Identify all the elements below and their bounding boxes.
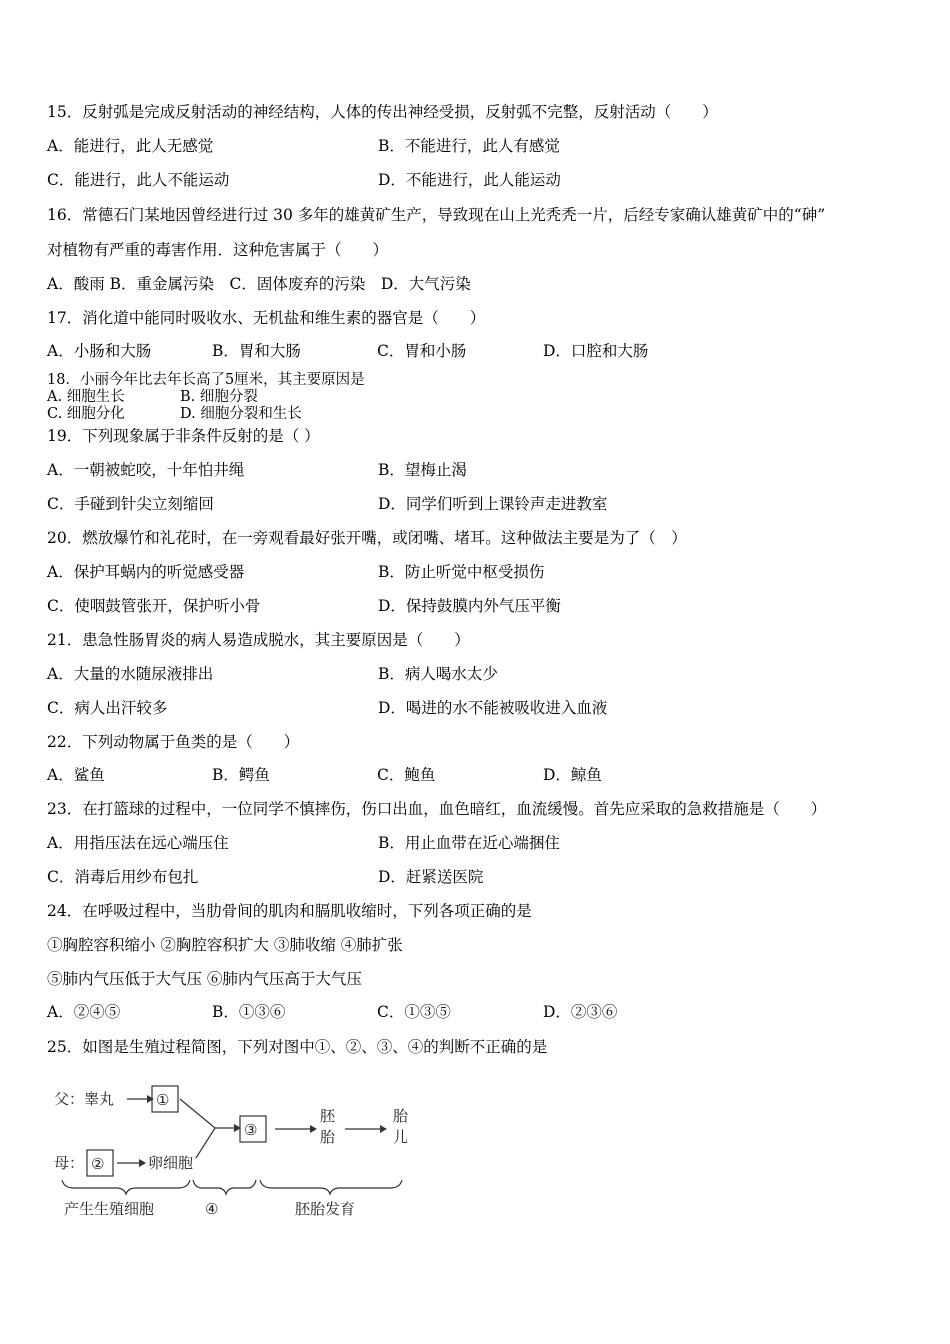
q17-option-b[interactable]: B．胃和大肠 bbox=[212, 342, 301, 360]
embryo-label-2: 胎 bbox=[320, 1128, 336, 1146]
q21-stem: 21．患急性肠胃炎的病人易造成脱水，其主要原因是（ ） bbox=[47, 631, 470, 649]
q24-stem: 24．在呼吸过程中，当肋骨间的肌肉和膈肌收缩时，下列各项正确的是 bbox=[47, 902, 532, 920]
q15-option-a[interactable]: A．能进行，此人无感觉 bbox=[47, 137, 214, 155]
label-4: ④ bbox=[205, 1200, 219, 1218]
q21-option-d[interactable]: D．喝进的水不能被吸收进入血液 bbox=[378, 699, 608, 717]
arrowhead bbox=[147, 1095, 154, 1103]
q18-option-b[interactable]: B. 细胞分裂 bbox=[180, 389, 258, 405]
q18-option-c[interactable]: C. 细胞分化 bbox=[47, 406, 125, 422]
q21-option-b[interactable]: B．病人喝水太少 bbox=[378, 665, 498, 683]
q20-option-a[interactable]: A．保护耳蜗内的听觉感受器 bbox=[47, 563, 245, 581]
fetus-label-1: 胎 bbox=[393, 1107, 409, 1125]
arrowhead bbox=[310, 1125, 317, 1133]
q19-option-b[interactable]: B．望梅止渴 bbox=[378, 461, 467, 479]
q23-stem: 23．在打篮球的过程中，一位同学不慎摔伤，伤口出血，血色暗红，血流缓慢。首先应采取的急救措施是（ ） bbox=[47, 800, 827, 818]
q23-option-d[interactable]: D．赶紧送医院 bbox=[378, 868, 484, 886]
q24-option-c[interactable]: C．①③⑤ bbox=[377, 1003, 451, 1021]
q17-option-c[interactable]: C．胃和小肠 bbox=[377, 342, 467, 360]
box-2-label: ② bbox=[91, 1155, 105, 1173]
q22-option-b[interactable]: B．鳄鱼 bbox=[212, 766, 270, 784]
arrowhead bbox=[380, 1125, 387, 1133]
q16-stem-line1: 16．常德石门某地因曾经进行过 30 多年的雄黄矿生产，导致现在山上光秃秃一片，后经专家确认雄黄矿中的“砷” bbox=[47, 206, 826, 224]
q17-stem: 17．消化道中能同时吸收水、无机盐和维生素的器官是（ ） bbox=[47, 309, 486, 327]
q20-stem: 20．燃放爆竹和礼花时，在一旁观看最好张开嘴，或闭嘴、堵耳。这种做法主要是为了（ ） bbox=[47, 529, 687, 547]
embryo-label-1: 胚 bbox=[320, 1107, 336, 1125]
q25-stem: 25．如图是生殖过程简图，下列对图中①、②、③、④的判断不正确的是 bbox=[47, 1038, 548, 1056]
q18-option-a[interactable]: A. 细胞生长 bbox=[47, 389, 125, 405]
q18-option-d[interactable]: D. 细胞分裂和生长 bbox=[180, 406, 302, 422]
reproduction-diagram bbox=[50, 1080, 420, 1225]
q23-option-a[interactable]: A．用指压法在远心端压住 bbox=[47, 834, 229, 852]
q23-option-b[interactable]: B．用止血带在近心端捆住 bbox=[378, 834, 560, 852]
q15-option-b[interactable]: B．不能进行，此人有感觉 bbox=[378, 137, 560, 155]
bracket-4 bbox=[193, 1180, 256, 1194]
q15-option-d[interactable]: D．不能进行，此人能运动 bbox=[378, 171, 561, 189]
q15-stem: 15．反射弧是完成反射活动的神经结构，人体的传出神经受损，反射弧不完整，反射活动（ ） bbox=[47, 103, 718, 121]
gamete-production-label: 产生生殖细胞 bbox=[64, 1200, 155, 1218]
q20-option-d[interactable]: D．保持鼓膜内外气压平衡 bbox=[378, 597, 561, 615]
q22-option-c[interactable]: C．鲍鱼 bbox=[377, 766, 436, 784]
q17-option-d[interactable]: D．口腔和大肠 bbox=[543, 342, 649, 360]
q15-option-c[interactable]: C．能进行，此人不能运动 bbox=[47, 171, 230, 189]
box-1-label: ① bbox=[156, 1091, 170, 1109]
q16-stem-line2: 对植物有严重的毒害作用．这种危害属于（ ） bbox=[47, 241, 389, 259]
q24-statements-line1: ①胸腔容积缩小 ②胸腔容积扩大 ③肺收缩 ④肺扩张 bbox=[47, 936, 403, 954]
bracket-development bbox=[260, 1180, 402, 1194]
egg-cell-label: 卵细胞 bbox=[148, 1154, 194, 1172]
q19-option-c[interactable]: C．手碰到针尖立刻缩回 bbox=[47, 495, 214, 513]
q22-stem: 22．下列动物属于鱼类的是（ ） bbox=[47, 733, 300, 751]
q24-option-b[interactable]: B．①③⑥ bbox=[212, 1003, 286, 1021]
q22-option-d[interactable]: D．鲸鱼 bbox=[543, 766, 602, 784]
q20-option-c[interactable]: C．使咽鼓管张开，保护听小骨 bbox=[47, 597, 261, 615]
q24-option-a[interactable]: A．②④⑤ bbox=[47, 1003, 121, 1021]
q19-stem: 19．下列现象属于非条件反射的是（ ） bbox=[47, 427, 320, 445]
line-egg-merge bbox=[196, 1128, 215, 1158]
arrowhead bbox=[139, 1159, 146, 1167]
q18-stem: 18．小丽今年比去年长高了5厘米，其主要原因是 bbox=[47, 372, 365, 388]
q19-option-a[interactable]: A．一朝被蛇咬，十年怕井绳 bbox=[47, 461, 245, 479]
q17-option-a[interactable]: A．小肠和大肠 bbox=[47, 342, 152, 360]
mother-label: 母： bbox=[54, 1154, 85, 1172]
father-label: 父：睾丸 bbox=[54, 1090, 115, 1108]
bracket-gamete bbox=[62, 1180, 190, 1194]
q23-option-c[interactable]: C．消毒后用纱布包扎 bbox=[47, 868, 199, 886]
box-3-label: ③ bbox=[244, 1121, 258, 1139]
q21-option-c[interactable]: C．病人出汗较多 bbox=[47, 699, 168, 717]
q19-option-d[interactable]: D．同学们听到上课铃声走进教室 bbox=[378, 495, 608, 513]
q24-statements-line2: ⑤肺内气压低于大气压 ⑥肺内气压高于大气压 bbox=[47, 970, 362, 988]
line-1-merge bbox=[180, 1099, 215, 1128]
q22-option-a[interactable]: A．鲨鱼 bbox=[47, 766, 105, 784]
q21-option-a[interactable]: A．大量的水随尿液排出 bbox=[47, 665, 214, 683]
fetus-label-2: 儿 bbox=[393, 1128, 409, 1146]
q20-option-b[interactable]: B．防止听觉中枢受损伤 bbox=[378, 563, 545, 581]
embryo-development-label: 胚胎发育 bbox=[295, 1200, 356, 1218]
q16-options[interactable]: A．酸雨 B．重金属污染 C．固体废弃的污染 D．大气污染 bbox=[47, 275, 471, 293]
q24-option-d[interactable]: D．②③⑥ bbox=[543, 1003, 618, 1021]
